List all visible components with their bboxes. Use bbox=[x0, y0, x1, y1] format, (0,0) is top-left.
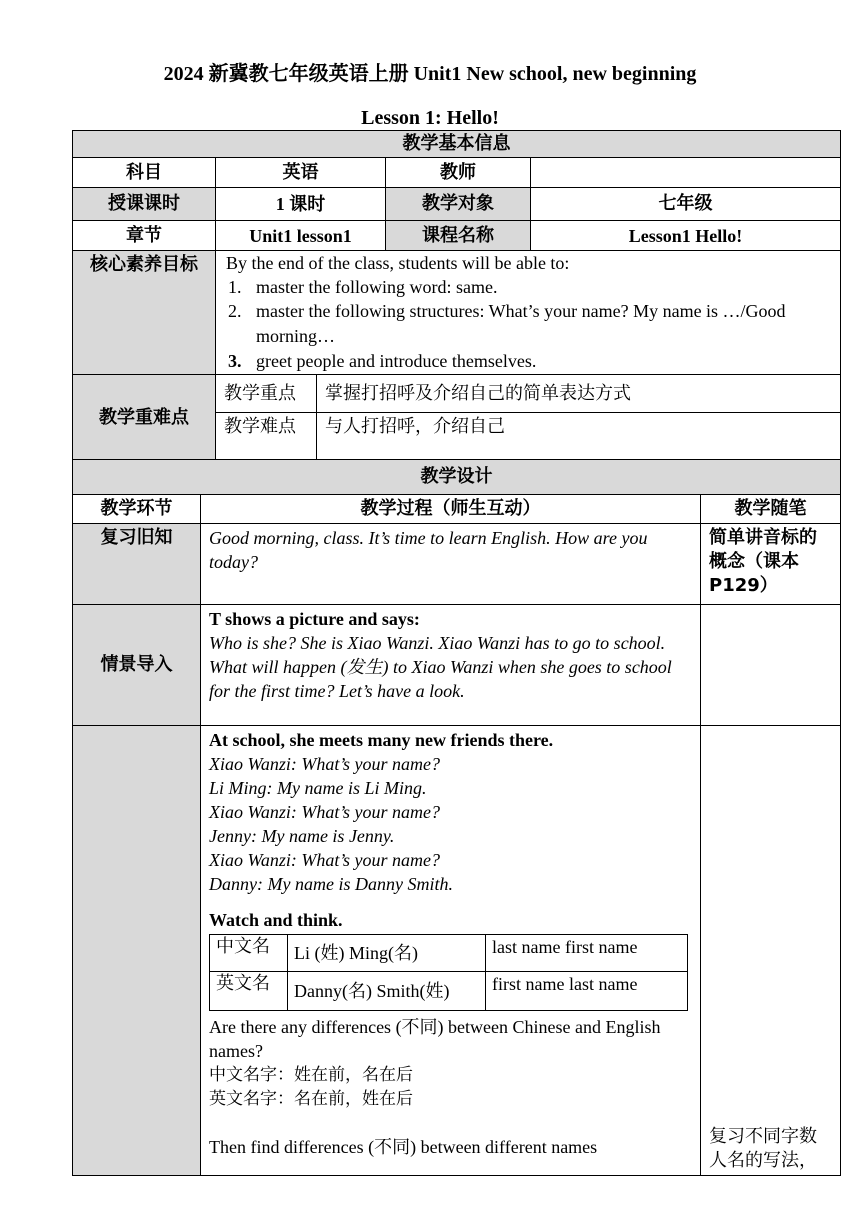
subject-label: 科目 bbox=[73, 158, 216, 188]
spacer bbox=[209, 896, 692, 908]
names-cell: 英文名 bbox=[210, 972, 288, 1011]
target-label: 教学对象 bbox=[386, 188, 531, 221]
en-rule: 英文名字：名在前，姓在后 bbox=[209, 1089, 413, 1109]
course-name-label: 课程名称 bbox=[386, 221, 531, 251]
col-stage-header: 教学环节 bbox=[73, 495, 201, 524]
basic-info-table bbox=[72, 130, 841, 461]
intro-content bbox=[201, 605, 701, 726]
teaching-design-table bbox=[72, 459, 841, 1176]
target-value: 七年级 bbox=[531, 188, 841, 221]
key-point-label: 教学重点 bbox=[216, 375, 317, 413]
intro-heading: T shows a picture and says: bbox=[209, 609, 420, 629]
intro-note bbox=[701, 605, 841, 726]
dialogue-line: Xiao Wanzi: What’s your name? bbox=[209, 802, 440, 822]
teacher-label: 教师 bbox=[386, 158, 531, 188]
difficult-point-label: 教学难点 bbox=[216, 413, 317, 461]
goal-item: 2. master the following structures: What’s your name? My name is …/Good morning… bbox=[228, 301, 786, 346]
chapter-label: 章节 bbox=[73, 221, 216, 251]
main-content bbox=[201, 726, 701, 1176]
spacer bbox=[209, 1111, 692, 1135]
goal-item: 3. greet people and introduce themselves. bbox=[228, 351, 537, 371]
names-cell: last name first name bbox=[486, 935, 688, 972]
names-cell: first name last name bbox=[486, 972, 688, 1011]
course-name-value: Lesson1 Hello! bbox=[531, 221, 841, 251]
teacher-value bbox=[531, 158, 841, 188]
difficult-point-value: 与人打招呼，介绍自己 bbox=[317, 413, 841, 461]
dialogue-line: Xiao Wanzi: What’s your name? bbox=[209, 754, 440, 774]
review-note: 简单讲音标的概念（课本P129） bbox=[701, 524, 841, 605]
find-differences: Then find differences (不同) between different names bbox=[209, 1137, 598, 1157]
subject-value: 英语 bbox=[216, 158, 386, 188]
intro-line: What will happen (发生) to Xiao Wanzi when she goes to school for the first time? Let’s have a look. bbox=[209, 657, 672, 701]
goals-intro: By the end of the class, students will be able to: bbox=[226, 253, 570, 273]
main-heading: At school, she meets many new friends there. bbox=[209, 730, 554, 750]
core-goals-content bbox=[216, 251, 841, 375]
core-goals-label: 核心素养目标 bbox=[73, 251, 216, 375]
names-question: Are there any differences (不同) between Chinese and English names? bbox=[209, 1017, 661, 1061]
goal-item: 1. master the following word: same. bbox=[228, 277, 498, 297]
col-notes-header: 教学随笔 bbox=[701, 495, 841, 524]
names-cell: Li (姓) Ming(名) bbox=[288, 935, 486, 972]
names-cell: Danny(名) Smith(姓) bbox=[288, 972, 486, 1011]
stage-intro: 情景导入 bbox=[73, 605, 201, 726]
hours-value: 1 课时 bbox=[216, 188, 386, 221]
hours-label: 授课课时 bbox=[73, 188, 216, 221]
dialogue-line: Danny: My name is Danny Smith. bbox=[209, 874, 453, 894]
chapter-value: Unit1 lesson1 bbox=[216, 221, 386, 251]
goals-list bbox=[226, 275, 830, 373]
basic-info-header: 教学基本信息 bbox=[73, 131, 841, 158]
review-content: Good morning, class. It’s time to learn English. How are you today? bbox=[201, 524, 701, 605]
key-difficult-label: 教学重难点 bbox=[73, 375, 216, 461]
watch-heading: Watch and think. bbox=[209, 910, 343, 930]
key-point-value: 掌握打招呼及介绍自己的简单表达方式 bbox=[317, 375, 841, 413]
main-note: 复习不同字数人名的写法， bbox=[701, 726, 841, 1176]
lesson-title: Lesson 1: Hello! bbox=[361, 107, 499, 129]
design-header: 教学设计 bbox=[73, 460, 841, 495]
dialogue-line: Jenny: My name is Jenny. bbox=[209, 826, 395, 846]
stage-review: 复习旧知 bbox=[73, 524, 201, 605]
intro-line: Who is she? She is Xiao Wanzi. Xiao Wanzi has to go to school. bbox=[209, 633, 666, 653]
names-cell: 中文名 bbox=[210, 935, 288, 972]
document-title: 2024 新冀教七年级英语上册 Unit1 New school, new beginning bbox=[163, 63, 697, 85]
cn-rule: 中文名字：姓在前，名在后 bbox=[209, 1065, 413, 1085]
names-table bbox=[209, 934, 688, 1011]
dialogue-line: Li Ming: My name is Li Ming. bbox=[209, 778, 427, 798]
dialogue-line: Xiao Wanzi: What’s your name? bbox=[209, 850, 440, 870]
col-process-header: 教学过程（师生互动） bbox=[201, 495, 701, 524]
stage-main bbox=[73, 726, 201, 1176]
